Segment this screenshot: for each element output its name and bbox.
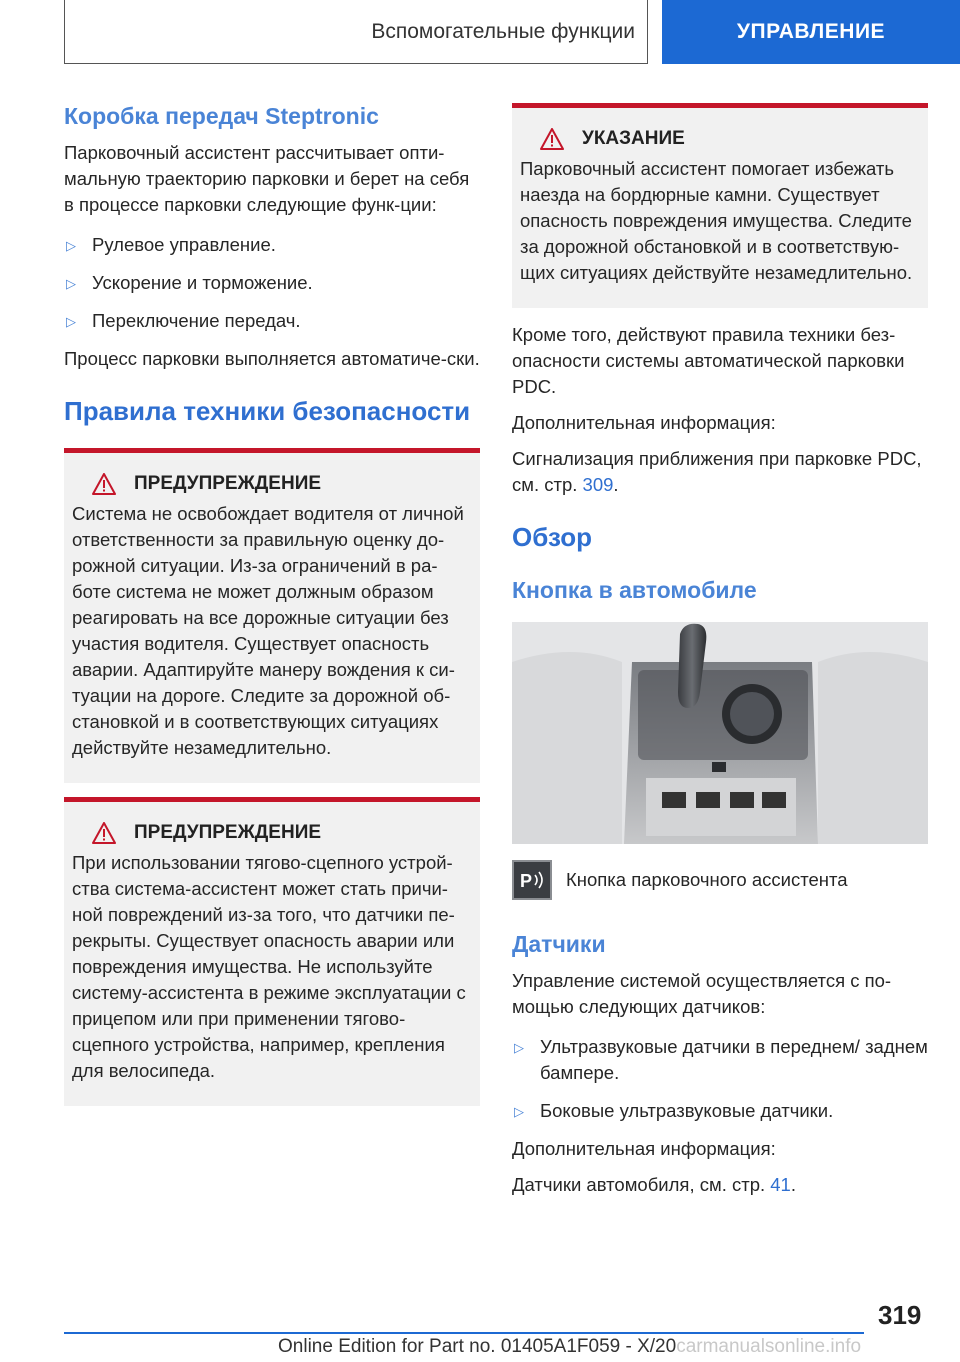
pdc-reference: Сигнализация приближения при парковке PDC, см. стр. 309. — [512, 448, 922, 495]
page-number: 319 — [878, 1300, 922, 1330]
caution-label: УКАЗАНИЕ — [582, 128, 685, 149]
list-item: ▷ Боковые ультразвуковые датчики. — [512, 1098, 928, 1124]
header-section-title: Вспомогательные функции — [371, 19, 635, 43]
center-console-photo — [512, 622, 928, 844]
triangle-bullet-icon: ▷ — [66, 276, 76, 291]
button-caption-text: Кнопка парковочного ассистента — [566, 869, 848, 890]
left-column — [64, 100, 480, 1106]
steptronic-heading: Коробка передач Steptronic — [64, 103, 379, 129]
steptronic-outro: Процесс парковки выполняется автоматиче-ски. — [64, 348, 480, 369]
warning-label: ПРЕДУПРЕЖДЕНИЕ — [134, 473, 322, 494]
more-info-label: Дополнительная информация: — [512, 412, 776, 433]
header-chapter-title: УПРАВЛЕНИЕ — [736, 20, 886, 43]
list-item: ▷ Рулевое управление. — [64, 232, 480, 258]
triangle-bullet-icon: ▷ — [66, 238, 76, 253]
warning-box-1 — [64, 448, 480, 783]
footer-edition: Online Edition for Part no. 01405A1F059 - X/20carmanualsonline.info — [278, 1336, 862, 1357]
triangle-bullet-icon: ▷ — [514, 1040, 524, 1055]
sensors-intro: Управление системой осуществляется с по-мощью следующих датчиков: — [512, 970, 892, 1017]
pdc-text: Кроме того, действуют правила техники без-опасности системы автоматической парковки PDC. — [512, 324, 905, 397]
footer-divider — [64, 1332, 864, 1334]
button-caption — [512, 860, 928, 900]
sensors-list — [512, 1034, 928, 1124]
sensors-reference: Датчики автомобиля, см. стр. 41. — [512, 1174, 796, 1195]
button-heading: Кнопка в автомобиле — [512, 577, 757, 603]
more-info-label: Дополнительная информация: — [512, 1138, 776, 1159]
warning-text: Система не освобождает водителя от личной ответственности за правильную оценку до-рожной ситуации. Из-за ограничений в ра-боте система не может должным образом реагировать на все дорожные ситуации без участия водителя. Существует опасность аварии. Адаптируйте манеру вождения к си-туации на дороге. Следите за дорожной об-становкой и в соответствующих ситуациях действуйте незамедлительно. — [72, 503, 464, 758]
list-item: ▷ Ультразвуковые датчики в переднем/ заднем бампере. — [514, 1036, 928, 1083]
right-column — [512, 103, 928, 1208]
triangle-bullet-icon: ▷ — [514, 1104, 524, 1119]
svg-text:P: P — [520, 871, 533, 891]
list-item: ▷ Переключение передач. — [64, 308, 480, 334]
header-chapter — [662, 0, 960, 64]
warning-box-2 — [64, 797, 480, 1106]
caution-text: Парковочный ассистент помогает избежать наезда на бордюрные камни. Существует опасность повреждения имущества. Следите за дорожной обстановкой и в соответствую-щих ситуациях действуйте незамедлительно. — [520, 158, 913, 283]
sensors-heading: Датчики — [512, 931, 606, 957]
watermark: carmanualsonline.info — [676, 1336, 862, 1357]
steptronic-intro: Парковочный ассистент рассчитывает опти-мальную траекторию парковки и берет на себя в процессе парковки следующие функ-ции: — [64, 142, 470, 215]
page-link-309[interactable]: 309 — [582, 474, 614, 495]
warning-triangle-icon — [92, 822, 116, 844]
list-item: ▷ Ускорение и торможение. — [64, 270, 480, 296]
warning-text: При использовании тягово-сцепного устрой-ства система-ассистент может стать причи-ной повреждений из-за того, что датчики пе-рекрыты. Существует опасность аварии или повреждения имущества. Не используйте систему-ассистента в режиме эксплуатации с прицепом или при применении тягово-сцепного устройства, например, крепления для велосипеда. — [72, 852, 466, 1081]
center-console-illustration — [512, 622, 928, 844]
park-assist-icon — [512, 860, 552, 900]
warning-triangle-icon — [540, 128, 564, 150]
overview-heading: Обзор — [512, 522, 592, 552]
header-section — [64, 0, 648, 64]
warning-triangle-icon — [92, 473, 116, 495]
page-link-41[interactable]: 41 — [770, 1174, 791, 1195]
warning-label: ПРЕДУПРЕЖДЕНИЕ — [134, 822, 322, 843]
triangle-bullet-icon: ▷ — [66, 314, 76, 329]
safety-heading: Правила техники безопасности — [64, 396, 471, 426]
caution-box — [512, 103, 928, 308]
steptronic-list — [64, 232, 480, 334]
